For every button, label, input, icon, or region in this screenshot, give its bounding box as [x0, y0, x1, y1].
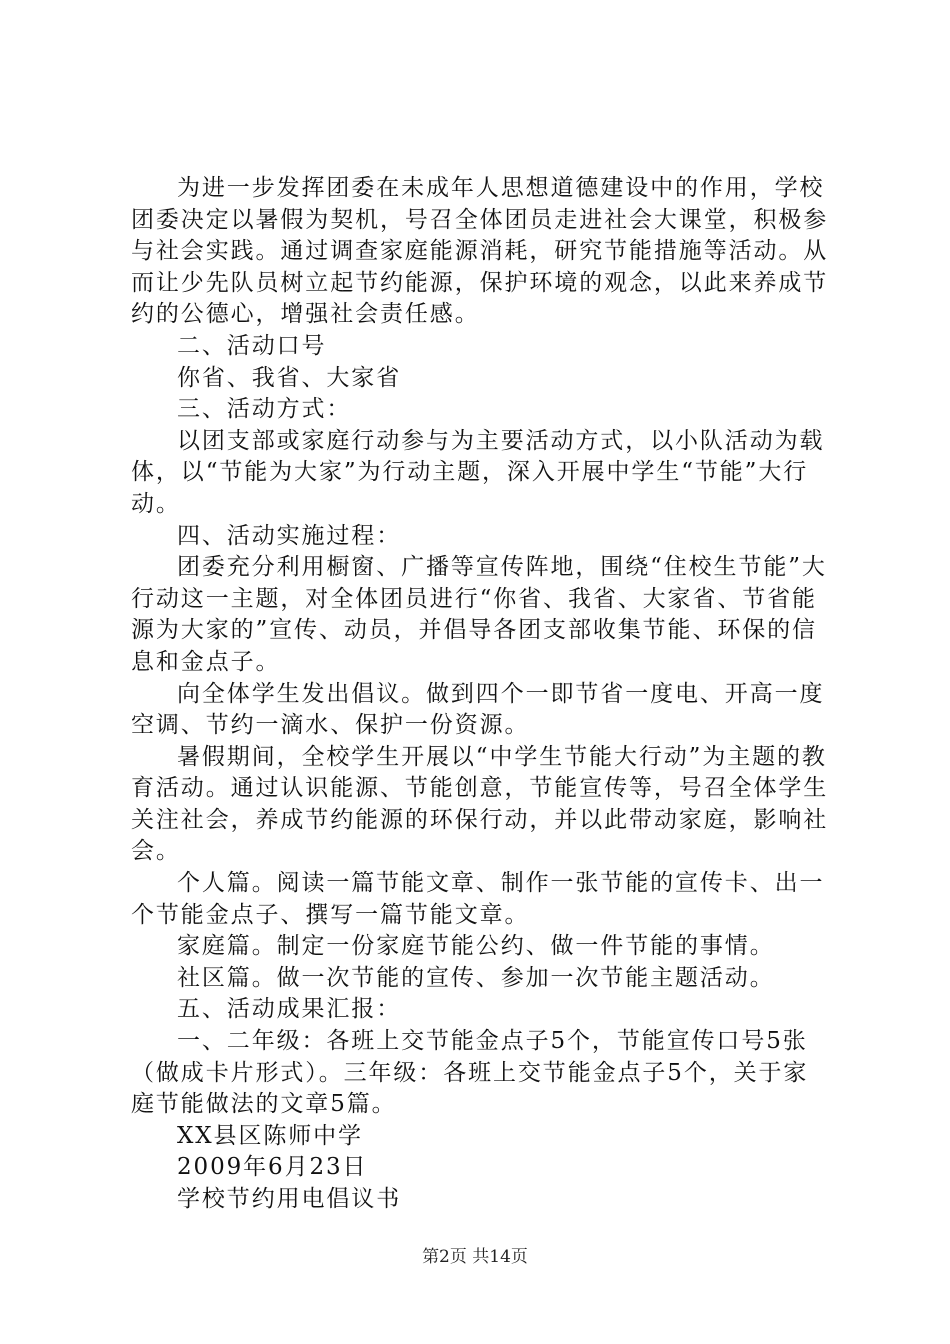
- process-paragraph-2: 向全体学生发出倡议。做到四个一即节省一度电、开高一度空调、节约一滴水、保护一份资源。: [131, 680, 825, 739]
- community-item: 社区篇。做一次节能的宣传、参加一次节能主题活动。: [177, 964, 775, 991]
- process-paragraph-1: 团委充分利用橱窗、广播等宣传阵地，围绕“住校生节能”大行动这一主题，对全体团员进行“你省、我省、大家省、节省能源为大家的”宣传、动员，并倡导各团支部收集节能、环保的信息和金点子。: [131, 554, 827, 675]
- process-paragraph-3: 暑假期间，全校学生开展以“中学生节能大行动”为主题的教育活动。通过认识能源、节能创意，节能宣传等，号召全体学生关注社会，养成节约能源的环保行动，并以此带动家庭，影响社会。: [131, 743, 829, 865]
- section-heading-results: 五、活动成果汇报：: [177, 996, 402, 1023]
- section-heading-slogan: 二、活动口号: [177, 332, 327, 359]
- slogan-text: 你省、我省、大家省: [177, 364, 402, 391]
- school-name: XX县区陈师中学: [177, 1122, 363, 1149]
- results-paragraph: 一、二年级：各班上交节能金点子5个，节能宣传口号5张（做成卡片形式）。三年级：各班上交节能金点子5个，关于家庭节能做法的文章5篇。: [131, 1028, 809, 1118]
- intro-paragraph: 为进一步发挥团委在未成年人思想道德建设中的作用，学校团委决定以暑假为契机，号召全体团员走进社会大课堂，积极参与社会实践。通过调查家庭能源消耗，研究节能措施等活动。从而让少先队员树立起节约能源，保护环境的观念，以此来养成节约的公德心，增强社会责任感。: [131, 175, 829, 328]
- section-heading-method: 三、活动方式：: [177, 396, 352, 423]
- document-body: [131, 173, 831, 1216]
- document-date: 2009年6月23日: [177, 1154, 368, 1181]
- page-number-footer: 第2页 共14页: [422, 1247, 528, 1267]
- next-document-title: 学校节约用电倡议书: [177, 1186, 402, 1212]
- section-heading-process: 四、活动实施过程：: [177, 522, 402, 549]
- family-item: 家庭篇。制定一份家庭节能公约、做一件节能的事情。: [177, 933, 775, 960]
- method-paragraph: 以团支部或家庭行动参与为主要活动方式，以小队活动为载体，以“节能为大家”为行动主题，深入开展中学生“节能”大行动。: [131, 427, 825, 517]
- personal-item: 个人篇。阅读一篇节能文章、制作一张节能的宣传卡、出一个节能金点子、撰写一篇节能文章。: [131, 870, 825, 928]
